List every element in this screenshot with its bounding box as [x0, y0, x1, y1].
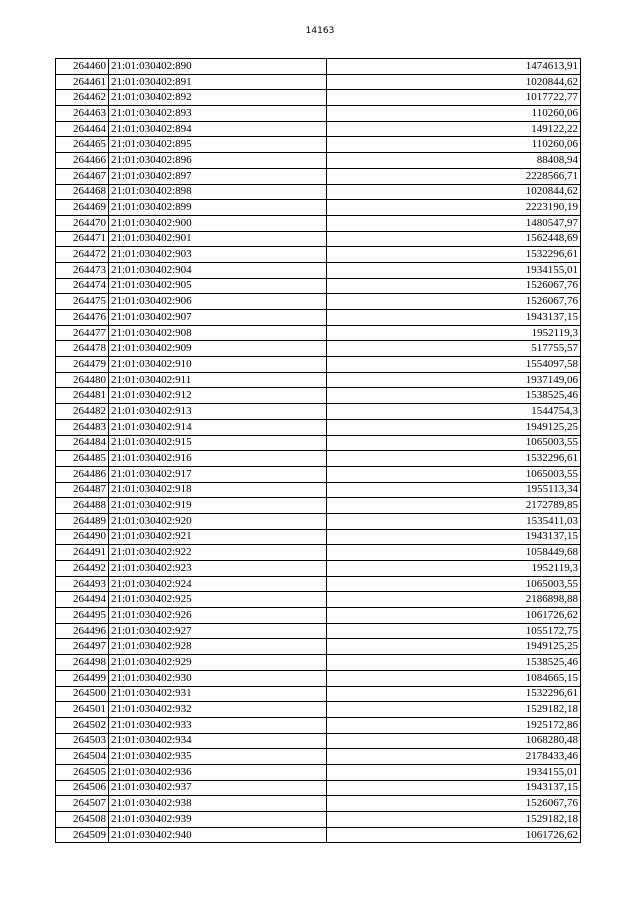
table-row: [56, 262, 581, 278]
row-number: 264462: [56, 90, 109, 106]
table-row: [56, 545, 581, 561]
cadastral-number: 21:01:030402:940: [109, 827, 327, 843]
table-row: [56, 733, 581, 749]
cadastral-value: 110260,06: [327, 106, 581, 122]
cadastral-number: 21:01:030402:924: [109, 576, 327, 592]
table-row: [56, 231, 581, 247]
cadastral-value: 517755,57: [327, 341, 581, 357]
row-number: 264468: [56, 184, 109, 200]
cadastral-value: 1937149,06: [327, 372, 581, 388]
row-number: 264469: [56, 200, 109, 216]
cadastral-value: 1532296,61: [327, 686, 581, 702]
row-number: 264494: [56, 592, 109, 608]
cadastral-number: 21:01:030402:906: [109, 294, 327, 310]
row-number: 264491: [56, 545, 109, 561]
table-row: [56, 310, 581, 326]
cadastral-number: 21:01:030402:908: [109, 325, 327, 341]
row-number: 264490: [56, 529, 109, 545]
cadastral-number: 21:01:030402:919: [109, 498, 327, 514]
row-number: 264501: [56, 702, 109, 718]
row-number: 264465: [56, 137, 109, 153]
cadastral-number: 21:01:030402:937: [109, 780, 327, 796]
table-row: [56, 482, 581, 498]
cadastral-number: 21:01:030402:932: [109, 702, 327, 718]
cadastral-number: 21:01:030402:914: [109, 419, 327, 435]
row-number: 264463: [56, 106, 109, 122]
page-number: 14163: [305, 26, 335, 36]
cadastral-number: 21:01:030402:928: [109, 639, 327, 655]
cadastral-value: 1020844,62: [327, 74, 581, 90]
cadastral-number: 21:01:030402:922: [109, 545, 327, 561]
cadastral-value: 1949125,25: [327, 419, 581, 435]
cadastral-value: 1934155,01: [327, 764, 581, 780]
table-row: [56, 325, 581, 341]
cadastral-number: 21:01:030402:931: [109, 686, 327, 702]
cadastral-number: 21:01:030402:935: [109, 749, 327, 765]
table-row: [56, 513, 581, 529]
row-number: 264486: [56, 466, 109, 482]
table-row: [56, 74, 581, 90]
row-number: 264481: [56, 388, 109, 404]
row-number: 264482: [56, 404, 109, 420]
cadastral-number: 21:01:030402:893: [109, 106, 327, 122]
cadastral-number: 21:01:030402:930: [109, 670, 327, 686]
cadastral-value: 1055172,75: [327, 623, 581, 639]
cadastral-value: 1532296,61: [327, 247, 581, 263]
row-number: 264508: [56, 812, 109, 828]
cadastral-value: 2186898,88: [327, 592, 581, 608]
cadastral-value: 1544754,3: [327, 404, 581, 420]
row-number: 264502: [56, 717, 109, 733]
table-row: [56, 561, 581, 577]
row-number: 264503: [56, 733, 109, 749]
table-row: [56, 529, 581, 545]
table-row: [56, 388, 581, 404]
table-row: [56, 812, 581, 828]
cadastral-number: 21:01:030402:939: [109, 812, 327, 828]
cadastral-value: 1020844,62: [327, 184, 581, 200]
cadastral-number: 21:01:030402:905: [109, 278, 327, 294]
table-row: [56, 404, 581, 420]
cadastral-number: 21:01:030402:910: [109, 357, 327, 373]
cadastral-value: 1562448,69: [327, 231, 581, 247]
cadastral-value: 1084665,15: [327, 670, 581, 686]
row-number: 264471: [56, 231, 109, 247]
cadastral-value: 1934155,01: [327, 262, 581, 278]
row-number: 264485: [56, 451, 109, 467]
cadastral-number: 21:01:030402:907: [109, 310, 327, 326]
row-number: 264505: [56, 764, 109, 780]
row-number: 264488: [56, 498, 109, 514]
row-number: 264492: [56, 561, 109, 577]
cadastral-value: 1943137,15: [327, 310, 581, 326]
table-row: [56, 655, 581, 671]
row-number: 264466: [56, 153, 109, 169]
row-number: 264507: [56, 796, 109, 812]
cadastral-number: 21:01:030402:925: [109, 592, 327, 608]
cadastral-value: 1943137,15: [327, 529, 581, 545]
row-number: 264509: [56, 827, 109, 843]
cadastral-number: 21:01:030402:918: [109, 482, 327, 498]
cadastral-value: 1952119,3: [327, 561, 581, 577]
cadastral-number: 21:01:030402:898: [109, 184, 327, 200]
table-row: [56, 608, 581, 624]
table-row: [56, 702, 581, 718]
table-row: [56, 435, 581, 451]
row-number: 264474: [56, 278, 109, 294]
cadastral-value: 1554097,58: [327, 357, 581, 373]
cadastral-value: 1943137,15: [327, 780, 581, 796]
cadastral-number: 21:01:030402:897: [109, 168, 327, 184]
cadastral-value: 2172789,85: [327, 498, 581, 514]
cadastral-number: 21:01:030402:903: [109, 247, 327, 263]
table-row: [56, 764, 581, 780]
cadastral-number: 21:01:030402:934: [109, 733, 327, 749]
cadastral-value: 1952119,3: [327, 325, 581, 341]
table-row: [56, 247, 581, 263]
row-number: 264483: [56, 419, 109, 435]
cadastral-value: 1955113,34: [327, 482, 581, 498]
cadastral-number: 21:01:030402:912: [109, 388, 327, 404]
cadastral-number: 21:01:030402:926: [109, 608, 327, 624]
table-row: [56, 419, 581, 435]
cadastral-number: 21:01:030402:936: [109, 764, 327, 780]
row-number: 264506: [56, 780, 109, 796]
cadastral-value: 1526067,76: [327, 294, 581, 310]
cadastral-number: 21:01:030402:899: [109, 200, 327, 216]
cadastral-value: 149122,22: [327, 121, 581, 137]
row-number: 264495: [56, 608, 109, 624]
cadastral-value: 1526067,76: [327, 796, 581, 812]
row-number: 264477: [56, 325, 109, 341]
table-row: [56, 357, 581, 373]
table-row: [56, 576, 581, 592]
cadastral-number: 21:01:030402:913: [109, 404, 327, 420]
row-number: 264497: [56, 639, 109, 655]
table-row: [56, 592, 581, 608]
table-row: [56, 623, 581, 639]
cadastral-value-table: [55, 58, 581, 843]
table-row: [56, 137, 581, 153]
table-row: [56, 184, 581, 200]
table-body: [56, 59, 581, 843]
table-row: [56, 686, 581, 702]
table-row: [56, 294, 581, 310]
cadastral-value: 110260,06: [327, 137, 581, 153]
row-number: 264498: [56, 655, 109, 671]
table-row: [56, 215, 581, 231]
cadastral-value: 1526067,76: [327, 278, 581, 294]
cadastral-number: 21:01:030402:927: [109, 623, 327, 639]
cadastral-value: 1061726,62: [327, 608, 581, 624]
cadastral-number: 21:01:030402:920: [109, 513, 327, 529]
cadastral-value: 1065003,55: [327, 466, 581, 482]
cadastral-value: 1017722,77: [327, 90, 581, 106]
row-number: 264460: [56, 59, 109, 75]
cadastral-value: 1068280,48: [327, 733, 581, 749]
table-row: [56, 106, 581, 122]
table-row: [56, 200, 581, 216]
row-number: 264478: [56, 341, 109, 357]
table-row: [56, 827, 581, 843]
cadastral-number: 21:01:030402:933: [109, 717, 327, 733]
table-row: [56, 341, 581, 357]
row-number: 264461: [56, 74, 109, 90]
cadastral-number: 21:01:030402:911: [109, 372, 327, 388]
table-row: [56, 670, 581, 686]
cadastral-value: 1538525,46: [327, 655, 581, 671]
cadastral-value: 88408,94: [327, 153, 581, 169]
table-row: [56, 121, 581, 137]
table-row: [56, 498, 581, 514]
cadastral-number: 21:01:030402:909: [109, 341, 327, 357]
row-number: 264484: [56, 435, 109, 451]
cadastral-value: 1529182,18: [327, 702, 581, 718]
row-number: 264493: [56, 576, 109, 592]
cadastral-value: 1535411,03: [327, 513, 581, 529]
cadastral-number: 21:01:030402:916: [109, 451, 327, 467]
row-number: 264472: [56, 247, 109, 263]
cadastral-value: 1061726,62: [327, 827, 581, 843]
row-number: 264480: [56, 372, 109, 388]
table-row: [56, 59, 581, 75]
row-number: 264496: [56, 623, 109, 639]
row-number: 264479: [56, 357, 109, 373]
row-number: 264489: [56, 513, 109, 529]
row-number: 264464: [56, 121, 109, 137]
cadastral-number: 21:01:030402:923: [109, 561, 327, 577]
row-number: 264476: [56, 310, 109, 326]
cadastral-value: 1065003,55: [327, 435, 581, 451]
table-row: [56, 168, 581, 184]
cadastral-value: 1065003,55: [327, 576, 581, 592]
table-row: [56, 451, 581, 467]
cadastral-number: 21:01:030402:917: [109, 466, 327, 482]
table-row: [56, 780, 581, 796]
cadastral-number: 21:01:030402:938: [109, 796, 327, 812]
cadastral-number: 21:01:030402:904: [109, 262, 327, 278]
cadastral-value: 2223190,19: [327, 200, 581, 216]
table-row: [56, 372, 581, 388]
row-number: 264500: [56, 686, 109, 702]
row-number: 264487: [56, 482, 109, 498]
cadastral-value: 1949125,25: [327, 639, 581, 655]
table-row: [56, 717, 581, 733]
table-row: [56, 749, 581, 765]
row-number: 264467: [56, 168, 109, 184]
table-row: [56, 639, 581, 655]
cadastral-number: 21:01:030402:891: [109, 74, 327, 90]
cadastral-number: 21:01:030402:895: [109, 137, 327, 153]
cadastral-value: 1532296,61: [327, 451, 581, 467]
row-number: 264504: [56, 749, 109, 765]
cadastral-value: 2228566,71: [327, 168, 581, 184]
row-number: 264475: [56, 294, 109, 310]
cadastral-number: 21:01:030402:929: [109, 655, 327, 671]
cadastral-value: 1058449,68: [327, 545, 581, 561]
table-row: [56, 796, 581, 812]
cadastral-number: 21:01:030402:915: [109, 435, 327, 451]
cadastral-number: 21:01:030402:921: [109, 529, 327, 545]
cadastral-number: 21:01:030402:890: [109, 59, 327, 75]
cadastral-value: 1925172,86: [327, 717, 581, 733]
cadastral-value: 1538525,46: [327, 388, 581, 404]
row-number: 264470: [56, 215, 109, 231]
row-number: 264499: [56, 670, 109, 686]
cadastral-number: 21:01:030402:901: [109, 231, 327, 247]
table-row: [56, 278, 581, 294]
cadastral-value: 1474613,91: [327, 59, 581, 75]
cadastral-value: 1529182,18: [327, 812, 581, 828]
cadastral-number: 21:01:030402:894: [109, 121, 327, 137]
table-row: [56, 90, 581, 106]
row-number: 264473: [56, 262, 109, 278]
table-row: [56, 466, 581, 482]
table-row: [56, 153, 581, 169]
cadastral-number: 21:01:030402:900: [109, 215, 327, 231]
cadastral-number: 21:01:030402:892: [109, 90, 327, 106]
cadastral-number: 21:01:030402:896: [109, 153, 327, 169]
cadastral-value: 2178433,46: [327, 749, 581, 765]
cadastral-value: 1480547,97: [327, 215, 581, 231]
